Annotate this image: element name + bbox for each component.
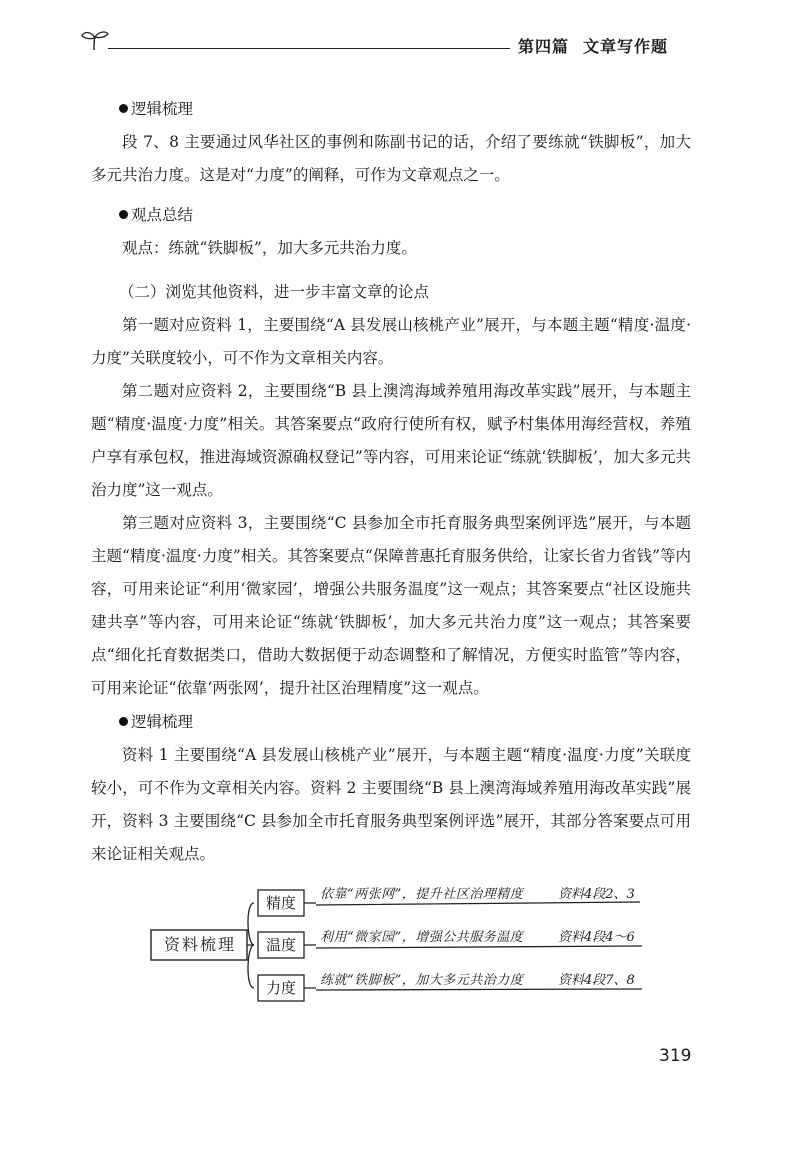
paragraph: 资料 1 主要围绕“A 县发展山核桃产业”展开，与本题主题“精度·温度·力度”关联度较小，可不作为文章相关内容。资料 2 主要围绕“B 县上澳湾海域养殖用海改革实践”展开，资料 3 主要围绕“C 县参加全市托育服务典型案例评选”展开，其部分答案要点可用来论证相关观点。 <box>91 746 691 863</box>
diagram-item: 练就“铁脚板”，加大多元共治力度 <box>320 973 524 988</box>
diagram-item: 利用“微家园”，增强公共服务温度 <box>320 930 524 945</box>
diagram-item: 依靠“两张网”，提升社区治理精度 <box>320 887 524 902</box>
header-title: 文章写作题 <box>583 37 669 56</box>
paragraph: 观点：练就“铁脚板”，加大多元共治力度。 <box>122 239 417 257</box>
header-rule <box>108 48 510 49</box>
paragraph: 第三题对应资料 3，主要围绕“C 县参加全市托育服务典型案例评选”展开，与本题主题“精度·温度·力度”相关。其答案要点“保障普惠托育服务供给，让家长省力省钱”等内容，可用来论证“利用‘微家园’，增强公共服务温度”这一观点；其答案要点“社区设施共建共享”等内容，可用来论证“练就‘铁脚板’，加大多元共治力度”这一观点；其答案要点“细化托育数据类口，借助大数据便于动态调整和了解情况，方便实时监管”等内容，可用来论证“依靠‘两张网’，提升社区治理精度”这一观点。 <box>91 514 691 697</box>
paragraph: 第二题对应资料 2，主要围绕“B 县上澳湾海域养殖用海改革实践”展开，与本题主题“精度·温度·力度”相关。其答案要点“政府行使所有权，赋予村集体用海经营权，养殖户享有承包权，推进海域资源确权登记”等内容，可用来论证“练就‘铁脚板’，加大多元共治力度”这一观点。 <box>91 382 691 499</box>
diagram-node-warmth: 温度 <box>265 936 296 954</box>
bullet-heading-logic <box>91 92 691 126</box>
diagram-node-precision: 精度 <box>265 894 296 912</box>
paragraph: 第一题对应资料 1，主要围绕“A 县发展山核桃产业”展开，与本题主题“精度·温度·力度”关联度较小，可不作为文章相关内容。 <box>91 316 691 367</box>
subheading: （二）浏览其他资料，进一步丰富文章的论点 <box>119 283 430 301</box>
bullet-label: 逻辑梳理 <box>131 100 194 118</box>
page-body <box>91 92 691 871</box>
bullet-label: 观点总结 <box>131 206 194 224</box>
bullet-heading-summary <box>91 198 691 232</box>
diagram-root-label: 资料梳理 <box>163 935 236 954</box>
running-header <box>518 34 668 57</box>
page-number: 319 <box>659 1046 692 1066</box>
bullet-label: 逻辑梳理 <box>131 713 194 731</box>
diagram-source: 资料4段7、8 <box>558 973 635 988</box>
sprout-icon <box>80 28 110 52</box>
diagram-source: 资料4段4～6 <box>558 930 635 945</box>
header-section: 第四篇 <box>518 37 570 56</box>
mind-map-diagram <box>150 878 650 1013</box>
paragraph: 段 7、8 主要通过风华社区的事例和陈副书记的话，介绍了要练就“铁脚板”，加大多元共治力度。这是对“力度”的阐释，可作为文章观点之一。 <box>91 133 691 184</box>
diagram-node-strength: 力度 <box>265 979 296 997</box>
bullet-heading-logic-2 <box>91 705 691 739</box>
diagram-source: 资料4段2、3 <box>558 887 635 902</box>
